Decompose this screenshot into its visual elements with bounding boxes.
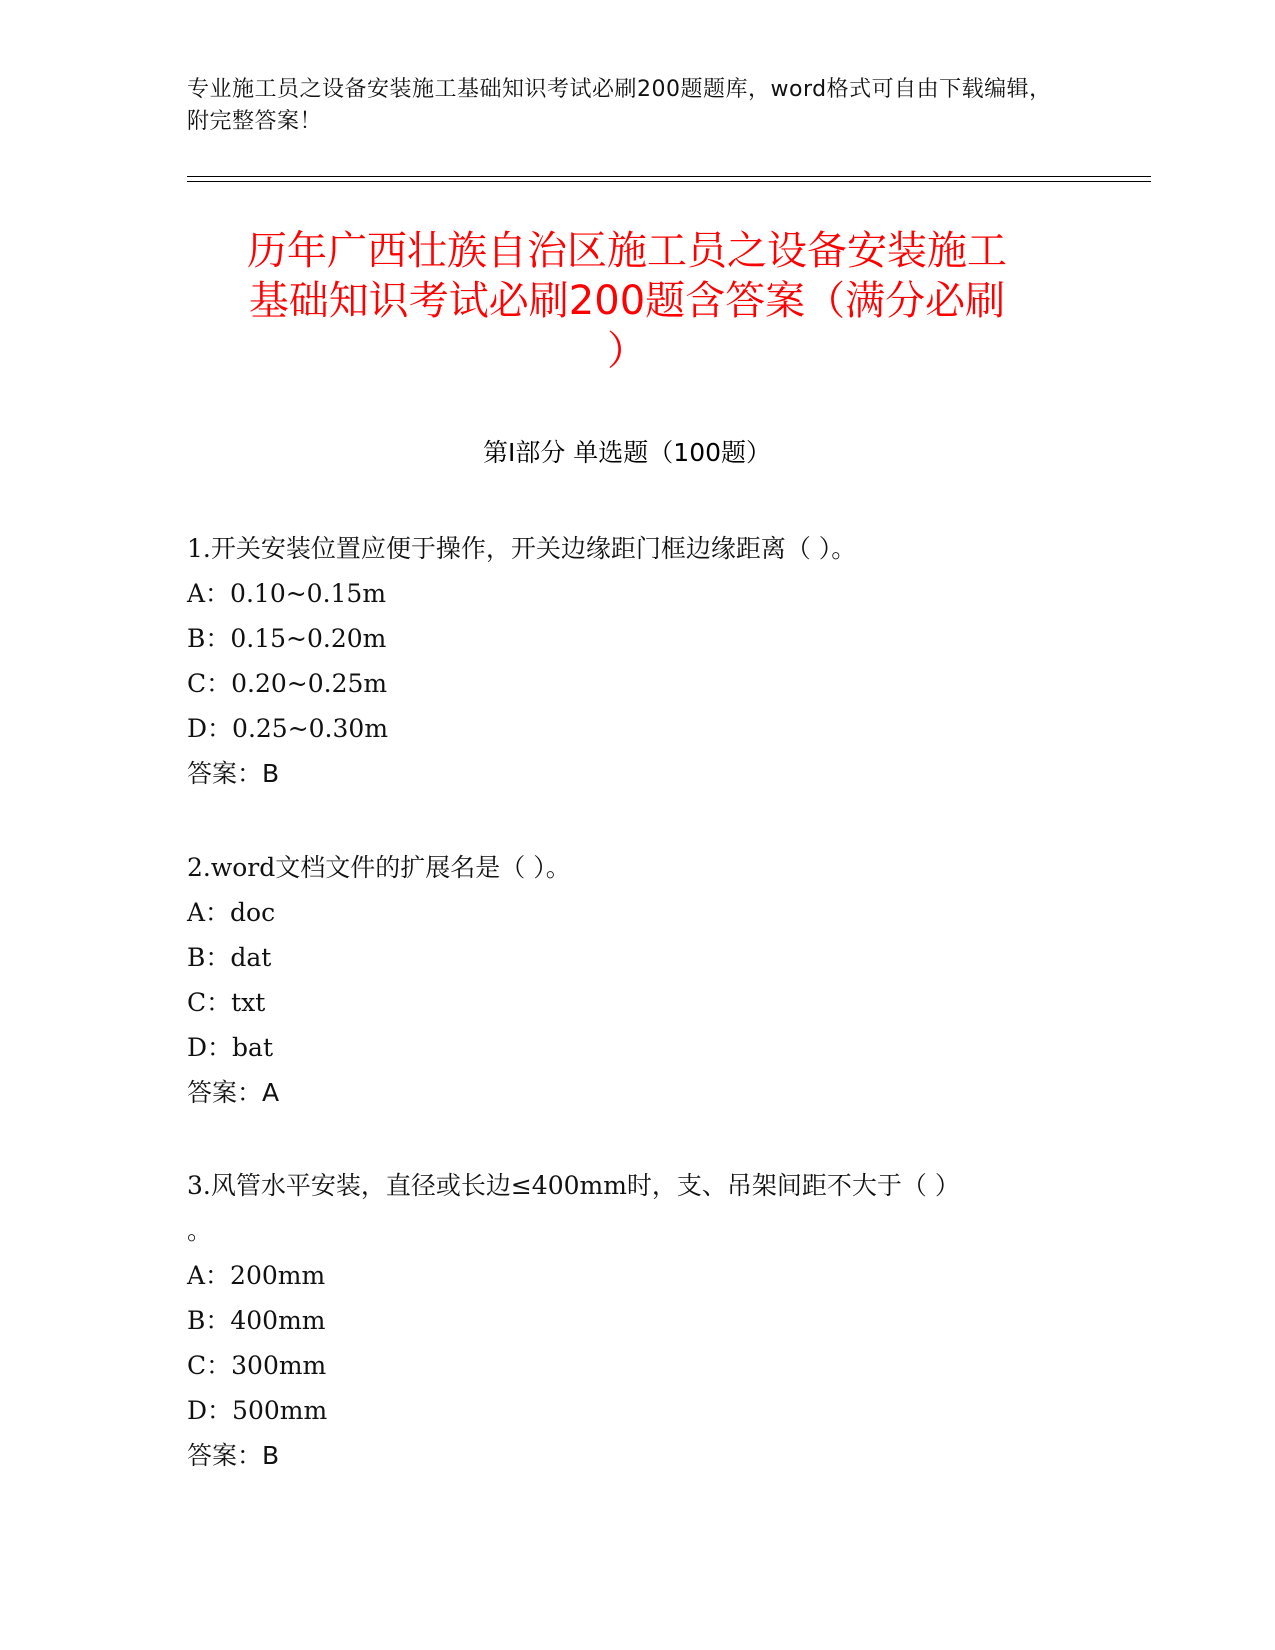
option-c: C：300mm (187, 1351, 327, 1380)
question-stem-line-1: 3.风管水平安装，直径或长边≤400mm时，支、吊架间距不大于（ ） (187, 1171, 960, 1200)
question-stem: 1.开关安装位置应便于操作，开关边缘距门框边缘距离（ ）。 (187, 534, 857, 563)
section-title: 第Ⅰ部分 单选题（100题） (482, 438, 772, 467)
option-a: A：doc (187, 898, 276, 927)
option-b: B：400mm (187, 1306, 326, 1335)
document-title (187, 226, 1067, 376)
header-rule-top (187, 176, 1151, 177)
question-3 (187, 1163, 1067, 1478)
question-1 (187, 526, 1067, 796)
option-a: A：0.10~0.15m (187, 579, 387, 608)
answer-line: 答案：B (187, 1441, 280, 1470)
answer-line: 答案：B (187, 759, 280, 788)
question-stem-line-2: 。 (187, 1216, 213, 1245)
option-b: B：0.15~0.20m (187, 624, 387, 653)
option-a: A：200mm (187, 1261, 326, 1290)
question-2 (187, 845, 1067, 1115)
option-b: B：dat (187, 943, 272, 972)
option-d: D：bat (187, 1033, 273, 1062)
option-c: C：0.20~0.25m (187, 669, 388, 698)
option-d: D：0.25~0.30m (187, 714, 389, 743)
document-title-line-2: 基础知识考试必刷200题含答案（满分必刷 (248, 278, 1006, 324)
header-rule-bottom (187, 181, 1151, 182)
option-d: D：500mm (187, 1396, 328, 1425)
document-title-line-3: ） (607, 328, 647, 374)
option-c: C：txt (187, 988, 266, 1017)
answer-line: 答案：A (187, 1078, 280, 1107)
header-note: 专业施工员之设备安装施工基础知识考试必刷200题题库，word格式可自由下载编辑，附完整答案！ (187, 77, 1052, 134)
document-title-line-1: 历年广西壮族自治区施工员之设备安装施工 (247, 228, 1007, 274)
question-stem: 2.word文档文件的扩展名是（ ）。 (187, 853, 571, 882)
